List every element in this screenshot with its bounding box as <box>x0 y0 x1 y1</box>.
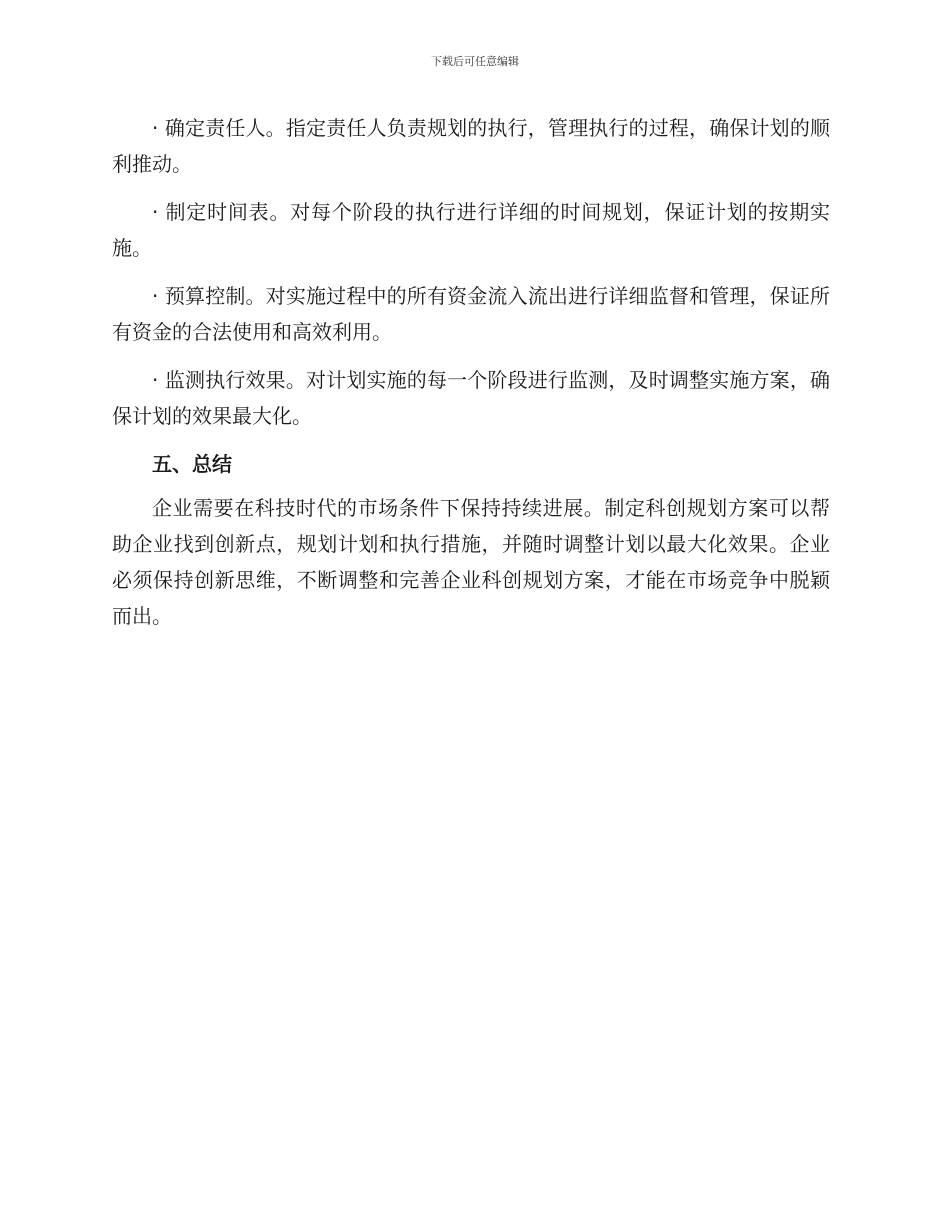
bullet-paragraph-responsible-person: · 确定责任人。指定责任人负责规划的执行，管理执行的过程，确保计划的顺利推动。 <box>112 116 830 176</box>
bullet-paragraph-timeline: · 制定时间表。对每个阶段的执行进行详细的时间规划，保证计划的按期实施。 <box>112 200 830 260</box>
bullet-paragraph-budget-control: · 预算控制。对实施过程中的所有资金流入流出进行详细监督和管理，保证所有资金的合法使用和高效利用。 <box>112 284 830 344</box>
summary-paragraph: 企业需要在科技时代的市场条件下保持持续进展。制定科创规划方案可以帮助企业找到创新点，规划计划和执行措施，并随时调整计划以最大化效果。企业必须保持创新思维，不断调整和完善企业科创规划方案，才能在市场竞争中脱颖而出。 <box>112 496 830 628</box>
header-note: 下载后可任意编辑 <box>431 55 519 68</box>
section-heading-summary: 五、总结 <box>152 452 232 476</box>
document-body <box>112 110 830 646</box>
bullet-paragraph-monitoring: · 监测执行效果。对计划实施的每一个阶段进行监测，及时调整实施方案，确保计划的效果最大化。 <box>112 368 830 428</box>
